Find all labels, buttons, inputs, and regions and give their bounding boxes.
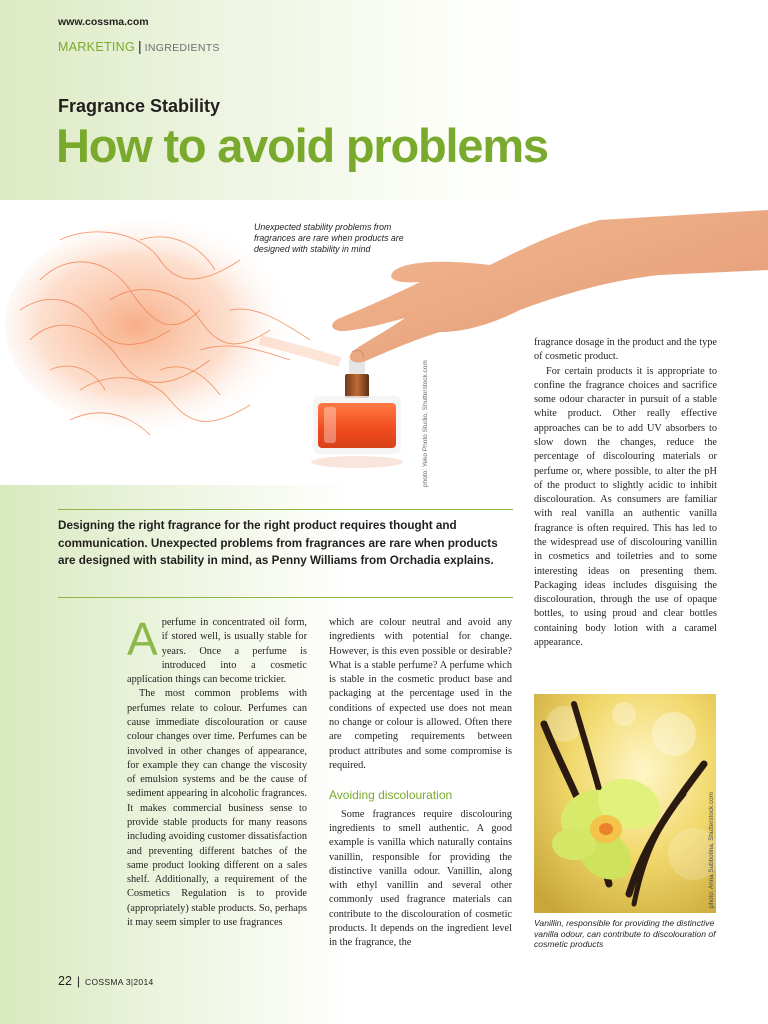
paragraph-text: perfume in concentrated oil form, if stored well, is usually stable for years. Once a perfume is introduced into a cosmetic application things can become trickier. — [127, 617, 307, 686]
site-url[interactable]: www.cossma.com — [58, 16, 149, 28]
spray-cloud — [5, 220, 295, 430]
page-footer — [58, 974, 154, 988]
footer-separator: | — [76, 974, 81, 988]
subsection-label[interactable]: INGREDIENTS — [144, 42, 220, 54]
vanilla-photo-caption: Vanillin, responsible for providing the distinctive vanilla odour, can contribute to discolouration of cosmetic products — [534, 918, 716, 950]
paragraph: fragrance dosage in the product and the type of cosmetic product. — [534, 337, 717, 363]
body-column-2 — [329, 616, 512, 951]
body-column-1 — [127, 613, 307, 930]
page-number: 22 — [58, 974, 72, 988]
paragraph: which are colour neutral and avoid any ingredients with potential for change. However, is this even possible or desirable? What is a stable perfume? A perfume which is stable in the cosmetic product base and packaging at the percentage used in the conditions of expected use does not mean no change or colour is allowed. Often there are competing requirements between product attributes and some compromise is required. — [329, 617, 512, 771]
breadcrumb-separator: | — [138, 38, 142, 54]
section-subhead: Avoiding discolouration — [329, 788, 453, 803]
body-column-3 — [534, 336, 717, 650]
vanilla-photo — [534, 694, 716, 913]
paragraph — [127, 613, 307, 687]
section-label[interactable]: MARKETING — [58, 40, 136, 54]
section-breadcrumb — [58, 38, 220, 54]
intro-rule-bottom — [58, 597, 513, 598]
paragraph: Some fragrances require discolouring ingredients to smell authentic. A good example is vanilla which naturally contains vanillin, responsible for providing the distinctive vanilla odour. Vanillin, along with ethyl vanillin and several other commonly used fragrance materials can contribute to the discolouration of cosmetic products. It depends on the ingredient level in the fragrance, the — [329, 808, 512, 949]
article-kicker: Fragrance Stability — [58, 96, 221, 116]
hero-photo-credit: photo: Yeko Photo Studio, Shutterstock.com — [422, 360, 429, 487]
publication-issue: COSSMA 3|2014 — [85, 977, 154, 987]
paragraph: The most common problems with perfumes relate to colour. Perfumes can cause immediate discolouration or cause colour changes over time. Perfumes can be involved in other changes of appearance, for example they can change the viscosity of emulsion systems and be the cause of sediment appearing in alcoholic fragrances. It makes commercial business sense to provide stable products for many reasons including avoiding customer dissatisfaction and preventing different batches of the same product looking different on a sales shelf. Additionally, a requirement of the Cosmetics Regulation is to provide (appropriately) stable products. So, perhaps it may seem simpler to use fragrances — [127, 688, 307, 928]
article-intro: Designing the right fragrance for the right product requires thought and communication. Unexpected problems from fragrances are rare when products are designed with stability in mind, as Penny Williams from Orchadia explains. — [58, 519, 498, 568]
intro-rule-top — [58, 509, 513, 510]
hero-caption: Unexpected stability problems from fragrances are rare when products are designed with stability in mind — [254, 222, 404, 254]
paragraph: For certain products it is appropriate to confine the fragrance choices and sacrifice some odour character in pursuit of a stable white product. Other really effective approaches can be to add UV absorbers to slow down the changes, reduce the percentage of discolouring materials or perfume or, where possible, to alter the pH of the product to slightly acidic to inhibit discolouration. As consumers are familiar with real vanilla an authentic vanilla fragrance is often required. This has led to the widespread use of discolouring vanillin in cosmetics and toiletries and to some interesting ideas on presenting them. Packaging ideas includes disguising the discolouration, through the use of opaque bottles, to using proud and clear bottles containing body lotion with a caramel appearance. — [534, 365, 717, 648]
vanilla-flower-illustration — [534, 694, 716, 913]
article-headline: How to avoid problems — [56, 119, 548, 172]
vanilla-photo-credit: photo: Anna Subbotina, Shutterstock.com — [708, 792, 715, 908]
drop-cap: A — [127, 613, 158, 665]
